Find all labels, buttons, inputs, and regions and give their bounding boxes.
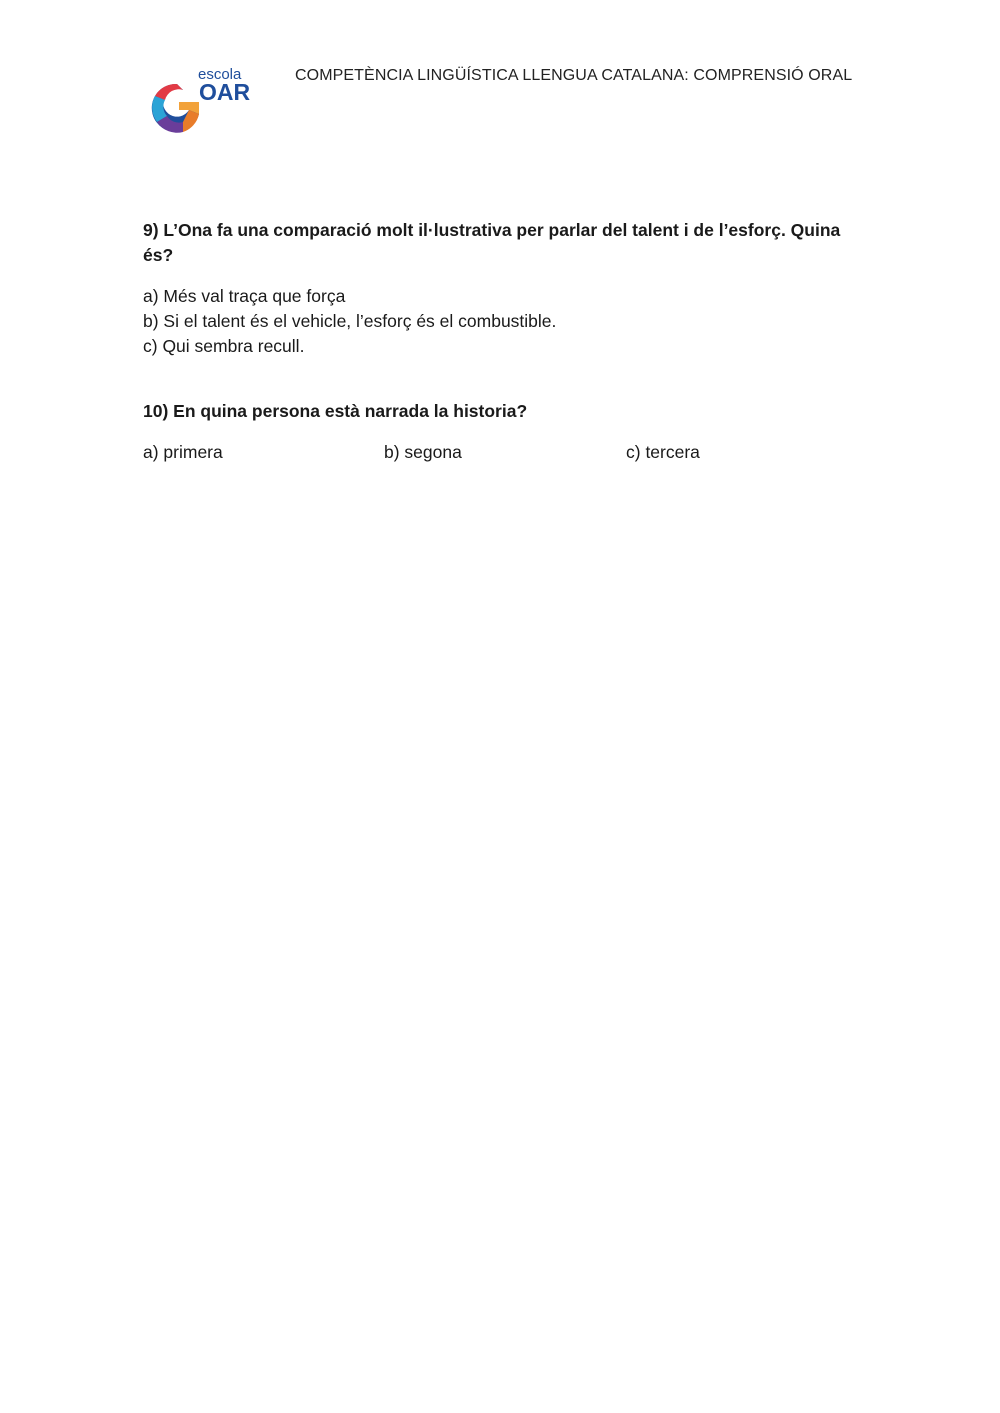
- page-header-title: COMPETÈNCIA LINGÜÍSTICA LLENGUA CATALANA: COMPRENSIÓ ORAL: [295, 67, 853, 84]
- question-9-options: [143, 284, 863, 359]
- question-9-option-a: a) Més val traça que força: [143, 286, 346, 306]
- logo-text-small: escola: [198, 66, 242, 83]
- question-10-option-a: a) primera: [143, 442, 223, 462]
- question-10-option-b: b) segona: [384, 442, 462, 462]
- question-10-option-c: c) tercera: [626, 442, 700, 462]
- logo-text-large: OAR: [199, 79, 251, 105]
- question-9: 9) L’Ona fa una comparació molt il·lustrativa per parlar del talent i de l’esforç. Quina és?: [143, 220, 841, 265]
- question-9-option-b: b) Si el talent és el vehicle, l’esforç és el combustible.: [143, 311, 557, 331]
- question-10: 10) En quina persona està narrada la historia?: [143, 401, 528, 421]
- question-9-option-c: c) Qui sembra recull.: [143, 336, 305, 356]
- question-10-options: [143, 440, 863, 466]
- school-logo: [143, 62, 259, 138]
- goar-logo-icon: [143, 62, 259, 138]
